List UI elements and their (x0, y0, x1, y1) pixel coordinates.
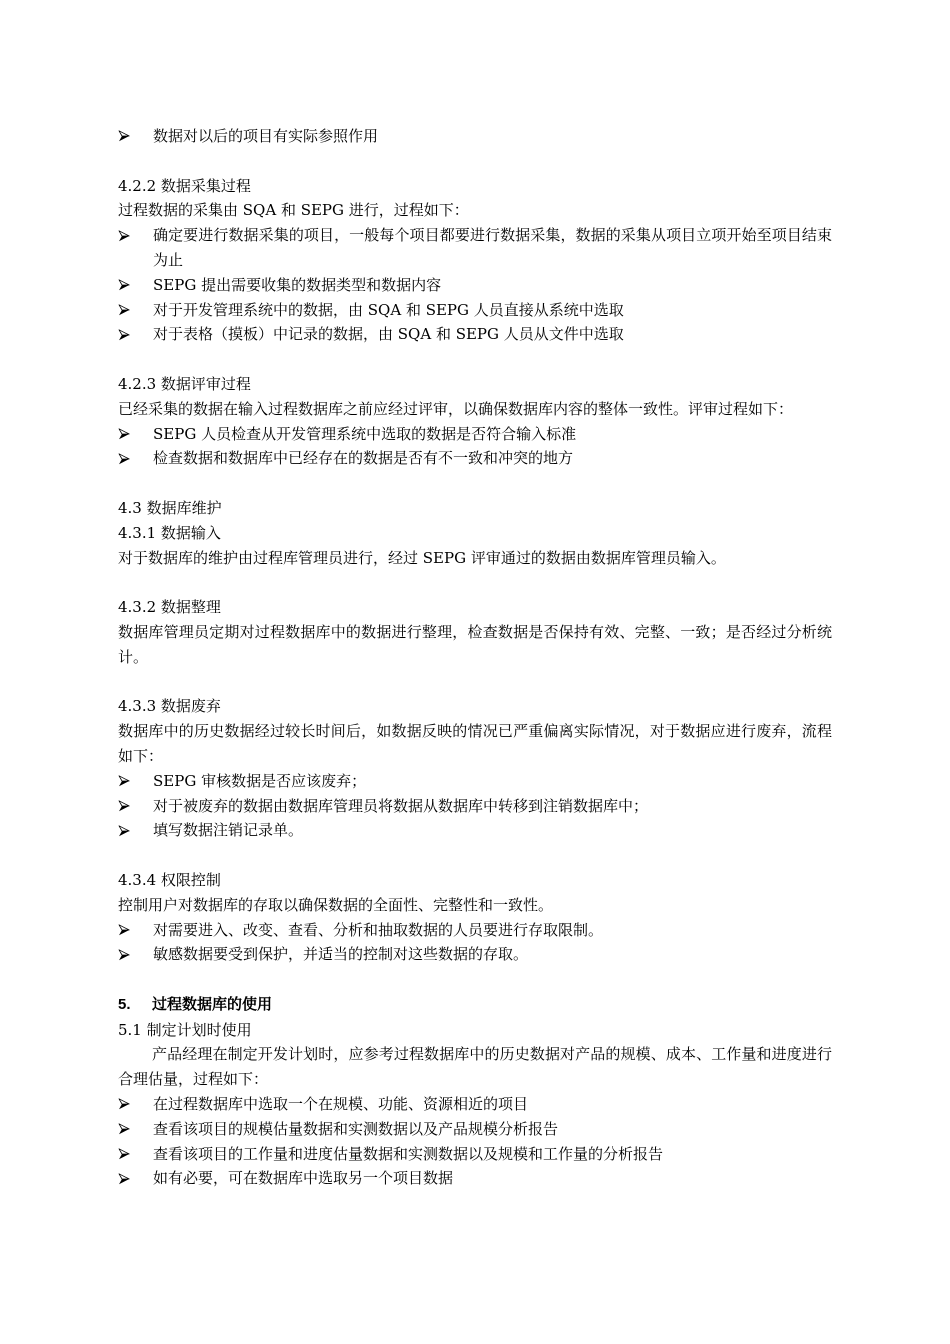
arrow-bullet-icon (118, 1142, 138, 1167)
arrow-bullet-icon (118, 794, 138, 819)
arrow-bullet-icon (118, 273, 138, 298)
bullet-text: 数据对以后的项目有实际参照作用 (153, 127, 379, 145)
arrow-bullet-icon (118, 818, 138, 843)
bullet-text: 对于表格（摸板）中记录的数据，由 SQA 和 SEPG 人员从文件中选取 (153, 325, 624, 344)
arrow-bullet-icon (118, 422, 138, 447)
bullet-text: 对需要进入、改变、查看、分析和抽取数据的人员要进行存取限制。 (153, 920, 604, 939)
arrow-bullet-icon (118, 1117, 138, 1142)
paragraph: 数据库中的历史数据经过较长时间后，如数据反映的情况已严重偏离实际情况，对于数据应进行废弃，流程如下： (118, 722, 832, 765)
section-title: 过程数据库的使用 (152, 994, 273, 1013)
arrow-bullet-icon (118, 1166, 138, 1191)
paragraph: 对于数据库的维护由过程库管理员进行，经过 SEPG 评审通过的数据由数据库管理员输入。 (118, 548, 726, 567)
bullet-text: 查看该项目的工作量和进度估量数据和实测数据以及规模和工作量的分析报告 (153, 1144, 664, 1163)
bullet-text: SEPG 审核数据是否应该废弃； (153, 771, 367, 790)
blank-line (118, 149, 832, 174)
heading-4-3-4: 4.3.4 权限控制 (118, 870, 221, 889)
paragraph: 已经采集的数据在输入过程数据库之前应经过评审，以确保数据库内容的整体一致性。评审过程如下： (118, 399, 794, 418)
bullet-item (118, 124, 832, 149)
blank-line (118, 843, 832, 868)
bullet-text: 对于被废弃的数据由数据库管理员将数据从数据库中转移到注销数据库中； (153, 796, 649, 815)
bullet-item (118, 446, 832, 471)
arrow-bullet-icon (118, 942, 138, 967)
arrow-bullet-icon (118, 298, 138, 323)
bullet-item (118, 322, 832, 347)
bullet-text: 检查数据和数据库中已经存在的数据是否有不一致和冲突的地方 (153, 449, 574, 468)
heading-4-3-2: 4.3.2 数据整理 (118, 598, 221, 617)
bullet-item (118, 273, 832, 298)
blank-line (118, 967, 832, 992)
document-body (118, 124, 832, 1191)
bullet-text: 填写数据注销记录单。 (153, 821, 304, 840)
paragraph: 数据库管理员定期对过程数据库中的数据进行整理，检查数据是否保持有效、完整、一致；是否经过分析统计。 (118, 622, 832, 666)
bullet-text: 确定要进行数据采集的项目，一般每个项目都要进行数据采集，数据的采集从项目立项开始至项目结束为止 (153, 226, 832, 269)
arrow-bullet-icon (118, 124, 138, 149)
bullet-text: 在过程数据库中选取一个在规模、功能、资源相近的项目 (153, 1095, 529, 1114)
bullet-item (118, 1142, 832, 1167)
bullet-item (118, 422, 832, 447)
blank-line (118, 670, 832, 695)
arrow-bullet-icon (118, 322, 138, 347)
bullet-item (118, 942, 832, 967)
section-number: 5. (118, 995, 131, 1013)
paragraph: 控制用户对数据库的存取以确保数据的全面性、完整性和一致性。 (118, 895, 554, 914)
heading-4-3-1: 4.3.1 数据输入 (118, 523, 221, 542)
heading-4-2-3: 4.2.3 数据评审过程 (118, 374, 251, 393)
bullet-item (118, 223, 832, 273)
blank-line (118, 347, 832, 372)
blank-line (118, 471, 832, 496)
arrow-bullet-icon (118, 223, 138, 248)
bullet-item (118, 918, 832, 943)
bullet-item (118, 298, 832, 323)
bullet-item (118, 769, 832, 794)
blank-line (118, 570, 832, 595)
bullet-text: 敏感数据要受到保护，并适当的控制对这些数据的存取。 (153, 945, 529, 964)
heading-4-3: 4.3 数据库维护 (118, 498, 222, 517)
bullet-text: 对于开发管理系统中的数据，由 SQA 和 SEPG 人员直接从系统中选取 (153, 300, 624, 319)
bullet-text: SEPG 提出需要收集的数据类型和数据内容 (153, 275, 442, 294)
bullet-item (118, 1166, 832, 1191)
arrow-bullet-icon (118, 918, 138, 943)
arrow-bullet-icon (118, 769, 138, 794)
heading-4-2-2: 4.2.2 数据采集过程 (118, 176, 251, 195)
bullet-item (118, 794, 832, 819)
paragraph: 过程数据的采集由 SQA 和 SEPG 进行，过程如下： (118, 201, 469, 220)
heading-5-1: 5.1 制定计划时使用 (118, 1020, 252, 1039)
bullet-text: SEPG 人员检查从开发管理系统中选取的数据是否符合输入标准 (153, 424, 577, 443)
paragraph: 产品经理在制定开发计划时，应参考过程数据库中的历史数据对产品的规模、成本、工作量和进度进行合理估量，过程如下： (118, 1045, 832, 1089)
bullet-text: 查看该项目的规模估量数据和实测数据以及产品规模分析报告 (153, 1119, 559, 1138)
heading-5 (118, 992, 832, 1018)
heading-4-3-3: 4.3.3 数据废弃 (118, 697, 221, 716)
bullet-text: 如有必要，可在数据库中选取另一个项目数据 (153, 1169, 454, 1188)
arrow-bullet-icon (118, 446, 138, 471)
bullet-item (118, 818, 832, 843)
bullet-item (118, 1117, 832, 1142)
bullet-item (118, 1092, 832, 1117)
arrow-bullet-icon (118, 1092, 138, 1117)
